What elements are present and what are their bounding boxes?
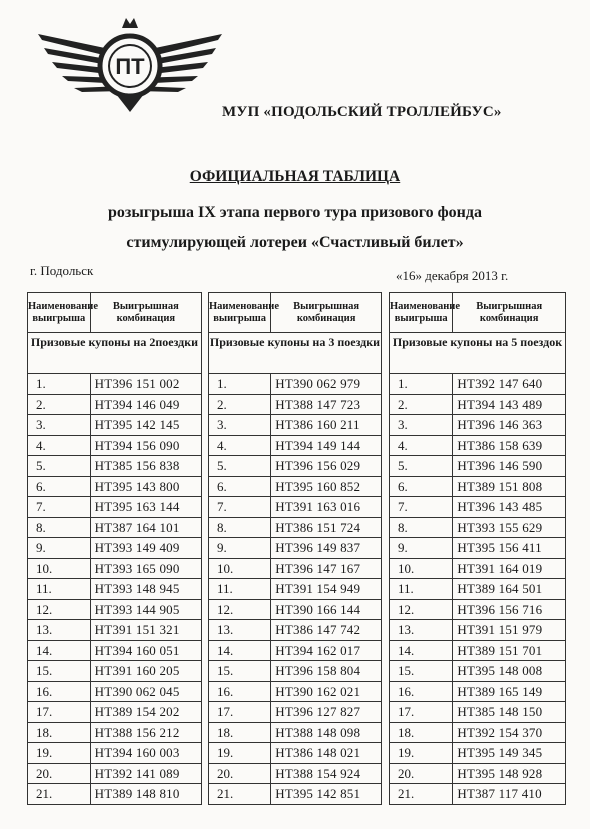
winning-combination: НТ396 146 363 — [453, 415, 566, 436]
table-row — [28, 415, 202, 436]
winning-combination: НТ386 151 724 — [271, 517, 382, 538]
row-number: 21. — [390, 784, 453, 805]
prize-table — [27, 292, 202, 805]
row-number: 8. — [209, 517, 271, 538]
prize-table-5-trips — [389, 292, 566, 805]
table-row — [209, 538, 382, 559]
row-number: 6. — [209, 476, 271, 497]
column-header-name: Наименование выигрыша — [390, 293, 453, 333]
row-number: 17. — [209, 702, 271, 723]
winning-combination: НТ386 158 639 — [453, 435, 566, 456]
row-number: 13. — [390, 620, 453, 641]
winning-combination: НТ396 146 590 — [453, 456, 566, 477]
column-header-combination: Выигрышная комбинация — [90, 293, 201, 333]
row-number: 12. — [390, 599, 453, 620]
row-number: 18. — [209, 722, 271, 743]
prize-table — [208, 292, 382, 805]
table-row — [209, 579, 382, 600]
row-number: 7. — [390, 497, 453, 518]
winning-combination: НТ395 148 928 — [453, 763, 566, 784]
document-title: ОФИЦИАЛЬНАЯ ТАБЛИЦА — [189, 168, 401, 185]
trolleybus-emblem-logo — [30, 8, 230, 116]
winning-combination: НТ389 165 149 — [453, 681, 566, 702]
row-number: 11. — [209, 579, 271, 600]
winning-combination: НТ395 148 008 — [453, 661, 566, 682]
winning-combination: НТ392 141 089 — [90, 763, 201, 784]
winning-combination: НТ393 149 409 — [90, 538, 201, 559]
winning-combination: НТ393 165 090 — [90, 558, 201, 579]
table-row — [390, 661, 566, 682]
table-row — [209, 620, 382, 641]
winning-combination: НТ389 164 501 — [453, 579, 566, 600]
table-row — [390, 763, 566, 784]
table-row — [390, 538, 566, 559]
winning-combination: НТ395 163 144 — [90, 497, 201, 518]
table-row — [209, 640, 382, 661]
row-number: 1. — [209, 374, 271, 395]
row-number: 5. — [390, 456, 453, 477]
row-number: 5. — [28, 456, 91, 477]
table-row — [209, 599, 382, 620]
winning-combination: НТ396 147 167 — [271, 558, 382, 579]
winning-combination: НТ391 163 016 — [271, 497, 382, 518]
table-row — [28, 743, 202, 764]
winning-combination: НТ390 166 144 — [271, 599, 382, 620]
winning-combination: НТ396 156 716 — [453, 599, 566, 620]
row-number: 9. — [390, 538, 453, 559]
table-row — [28, 722, 202, 743]
row-number: 2. — [28, 394, 91, 415]
table-row — [390, 456, 566, 477]
row-number: 18. — [28, 722, 91, 743]
winning-combination: НТ396 127 827 — [271, 702, 382, 723]
row-number: 4. — [390, 435, 453, 456]
row-number: 11. — [390, 579, 453, 600]
table-row — [390, 702, 566, 723]
winning-combination: НТ391 160 205 — [90, 661, 201, 682]
winning-combination: НТ389 151 808 — [453, 476, 566, 497]
table-row — [209, 476, 382, 497]
winning-combination: НТ394 162 017 — [271, 640, 382, 661]
table-row — [390, 784, 566, 805]
column-header-name: Наименование выигрыша — [28, 293, 91, 333]
winning-combination: НТ392 147 640 — [453, 374, 566, 395]
row-number: 18. — [390, 722, 453, 743]
winning-combination: НТ386 148 021 — [271, 743, 382, 764]
winning-combination: НТ394 149 144 — [271, 435, 382, 456]
row-number: 9. — [28, 538, 91, 559]
row-number: 17. — [390, 702, 453, 723]
row-number: 8. — [28, 517, 91, 538]
table-row — [28, 497, 202, 518]
prize-group-label: Призовые купоны на 5 поездок — [390, 333, 566, 374]
row-number: 10. — [209, 558, 271, 579]
winning-combination: НТ390 162 021 — [271, 681, 382, 702]
winning-combination: НТ395 160 852 — [271, 476, 382, 497]
table-row — [28, 538, 202, 559]
row-number: 10. — [390, 558, 453, 579]
winning-combination: НТ394 160 003 — [90, 743, 201, 764]
row-number: 6. — [390, 476, 453, 497]
row-number: 16. — [390, 681, 453, 702]
row-number: 21. — [28, 784, 91, 805]
winning-combination: НТ396 156 029 — [271, 456, 382, 477]
row-number: 1. — [390, 374, 453, 395]
table-row — [209, 661, 382, 682]
row-number: 19. — [390, 743, 453, 764]
table-row — [28, 374, 202, 395]
winning-combination: НТ387 117 410 — [453, 784, 566, 805]
table-row — [28, 579, 202, 600]
table-row — [390, 579, 566, 600]
winning-combination: НТ391 164 019 — [453, 558, 566, 579]
table-row — [209, 517, 382, 538]
table-row — [390, 620, 566, 641]
organization-name: МУП «ПОДОЛЬСКИЙ ТРОЛЛЕЙБУС» — [222, 104, 502, 120]
table-row — [209, 415, 382, 436]
table-row — [390, 517, 566, 538]
table-row — [390, 394, 566, 415]
row-number: 2. — [390, 394, 453, 415]
table-row — [28, 702, 202, 723]
table-row — [209, 497, 382, 518]
winning-combination: НТ386 160 211 — [271, 415, 382, 436]
row-number: 3. — [390, 415, 453, 436]
table-row — [390, 415, 566, 436]
winning-combination: НТ385 156 838 — [90, 456, 201, 477]
row-number: 16. — [28, 681, 91, 702]
row-number: 14. — [28, 640, 91, 661]
table-row — [209, 374, 382, 395]
table-row — [28, 661, 202, 682]
winning-combination: НТ393 148 945 — [90, 579, 201, 600]
city-label: г. Подольск — [30, 263, 94, 278]
row-number: 21. — [209, 784, 271, 805]
row-number: 17. — [28, 702, 91, 723]
table-row — [28, 784, 202, 805]
column-header-combination: Выигрышная комбинация — [453, 293, 566, 333]
table-row — [209, 435, 382, 456]
table-row — [209, 558, 382, 579]
winning-combination: НТ387 164 101 — [90, 517, 201, 538]
row-number: 4. — [28, 435, 91, 456]
row-number: 20. — [209, 763, 271, 784]
row-number: 8. — [390, 517, 453, 538]
winning-combination: НТ388 148 098 — [271, 722, 382, 743]
table-row — [390, 476, 566, 497]
row-number: 2. — [209, 394, 271, 415]
winning-combination: НТ396 151 002 — [90, 374, 201, 395]
document-subtitle-line1: розыгрыша IX этапа первого тура призового фонда — [108, 204, 482, 221]
winning-combination: НТ388 147 723 — [271, 394, 382, 415]
table-row — [390, 743, 566, 764]
table-row — [28, 456, 202, 477]
winning-combination: НТ394 143 489 — [453, 394, 566, 415]
row-number: 4. — [209, 435, 271, 456]
row-number: 15. — [28, 661, 91, 682]
row-number: 12. — [209, 599, 271, 620]
winning-combination: НТ386 147 742 — [271, 620, 382, 641]
table-row — [28, 681, 202, 702]
winning-combination: НТ396 158 804 — [271, 661, 382, 682]
row-number: 20. — [390, 763, 453, 784]
row-number: 11. — [28, 579, 91, 600]
winning-combination: НТ388 156 212 — [90, 722, 201, 743]
prize-table-3-trips — [208, 292, 382, 805]
row-number: 16. — [209, 681, 271, 702]
winning-combination: НТ388 154 924 — [271, 763, 382, 784]
table-row — [209, 763, 382, 784]
row-number: 3. — [209, 415, 271, 436]
winning-combination: НТ392 154 370 — [453, 722, 566, 743]
table-row — [28, 620, 202, 641]
table-row — [390, 640, 566, 661]
table-row — [390, 558, 566, 579]
winning-combination: НТ395 156 411 — [453, 538, 566, 559]
winning-combination: НТ394 146 049 — [90, 394, 201, 415]
row-number: 15. — [209, 661, 271, 682]
table-row — [390, 497, 566, 518]
table-row — [209, 456, 382, 477]
table-row — [209, 722, 382, 743]
winning-combination: НТ393 144 905 — [90, 599, 201, 620]
row-number: 13. — [209, 620, 271, 641]
row-number: 14. — [390, 640, 453, 661]
prize-table-2-trips — [27, 292, 202, 805]
table-row — [28, 558, 202, 579]
table-row — [209, 743, 382, 764]
table-row — [28, 599, 202, 620]
winning-combination: НТ395 142 851 — [271, 784, 382, 805]
column-header-combination: Выигрышная комбинация — [271, 293, 382, 333]
table-row — [390, 599, 566, 620]
prize-group-label: Призовые купоны на 3 поездки — [209, 333, 382, 374]
winning-combination: НТ391 151 979 — [453, 620, 566, 641]
row-number: 12. — [28, 599, 91, 620]
winning-combination: НТ390 062 045 — [90, 681, 201, 702]
logo-lettering: ПТ — [115, 54, 145, 79]
winning-combination: НТ394 156 090 — [90, 435, 201, 456]
row-number: 10. — [28, 558, 91, 579]
document-date: «16» декабря 2013 г. — [396, 268, 509, 283]
table-row — [209, 681, 382, 702]
winning-combination: НТ395 142 145 — [90, 415, 201, 436]
row-number: 15. — [390, 661, 453, 682]
column-header-name: Наименование выигрыша — [209, 293, 271, 333]
winning-combination: НТ394 160 051 — [90, 640, 201, 661]
table-row — [28, 394, 202, 415]
table-row — [28, 517, 202, 538]
table-row — [209, 784, 382, 805]
table-row — [390, 435, 566, 456]
winning-combination: НТ385 148 150 — [453, 702, 566, 723]
row-number: 9. — [209, 538, 271, 559]
table-row — [390, 722, 566, 743]
row-number: 19. — [28, 743, 91, 764]
winning-combination: НТ389 154 202 — [90, 702, 201, 723]
table-row — [28, 476, 202, 497]
prize-table — [389, 292, 566, 805]
row-number: 19. — [209, 743, 271, 764]
row-number: 7. — [28, 497, 91, 518]
winning-combination: НТ396 149 837 — [271, 538, 382, 559]
row-number: 1. — [28, 374, 91, 395]
table-row — [209, 702, 382, 723]
row-number: 3. — [28, 415, 91, 436]
row-number: 7. — [209, 497, 271, 518]
table-row — [390, 681, 566, 702]
row-number: 14. — [209, 640, 271, 661]
prize-group-label: Призовые купоны на 2поездки — [28, 333, 202, 374]
winning-combination: НТ396 143 485 — [453, 497, 566, 518]
row-number: 20. — [28, 763, 91, 784]
winning-combination: НТ393 155 629 — [453, 517, 566, 538]
table-row — [390, 374, 566, 395]
winning-combination: НТ395 143 800 — [90, 476, 201, 497]
winning-combination: НТ389 151 701 — [453, 640, 566, 661]
winning-combination: НТ391 154 949 — [271, 579, 382, 600]
winning-combination: НТ389 148 810 — [90, 784, 201, 805]
row-number: 6. — [28, 476, 91, 497]
table-row — [209, 394, 382, 415]
table-row — [28, 435, 202, 456]
winning-combination: НТ391 151 321 — [90, 620, 201, 641]
winning-combination: НТ390 062 979 — [271, 374, 382, 395]
document-subtitle-line2: стимулирующей лотереи «Счастливый билет» — [126, 234, 464, 251]
row-number: 13. — [28, 620, 91, 641]
table-row — [28, 763, 202, 784]
row-number: 5. — [209, 456, 271, 477]
table-row — [28, 640, 202, 661]
winning-combination: НТ395 149 345 — [453, 743, 566, 764]
